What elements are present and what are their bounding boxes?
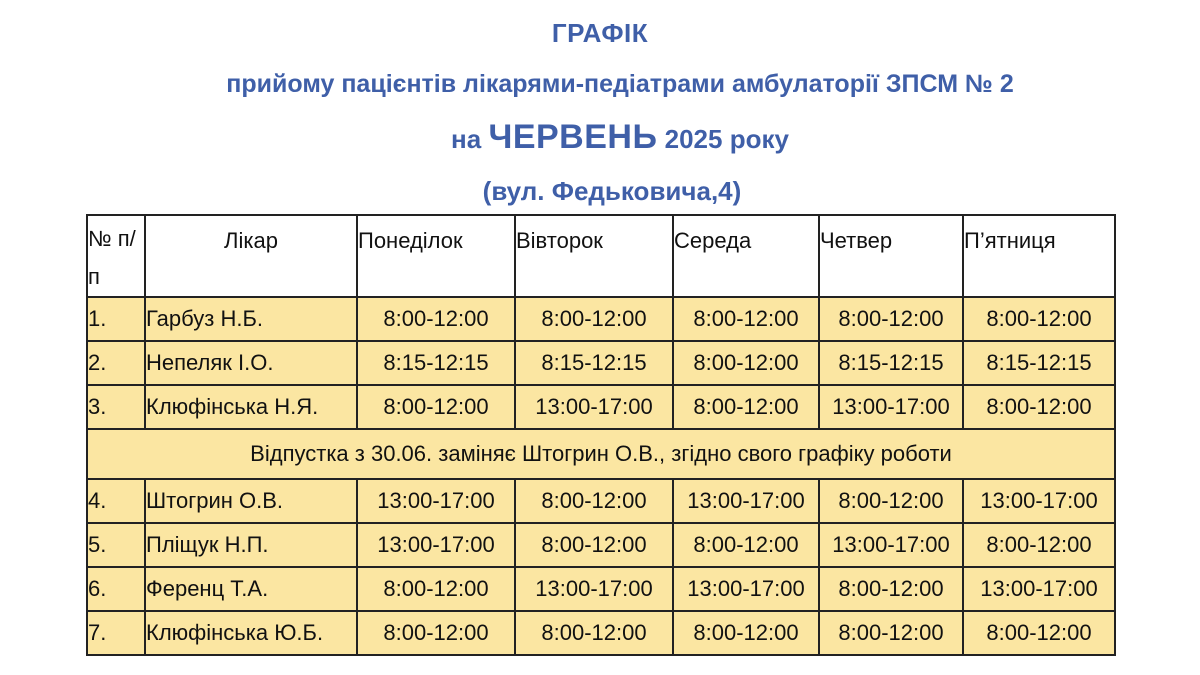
friday-hours: 13:00-17:00: [963, 479, 1115, 523]
doctor-name: Непеляк І.О.: [145, 341, 357, 385]
table-row: [87, 611, 1115, 655]
tuesday-hours: 13:00-17:00: [515, 385, 673, 429]
wednesday-hours: 8:00-12:00: [673, 523, 819, 567]
friday-hours: 8:00-12:00: [963, 523, 1115, 567]
monday-hours: 8:00-12:00: [357, 567, 515, 611]
doctor-name: Гарбуз Н.Б.: [145, 297, 357, 341]
header-friday: П’ятниця: [963, 215, 1115, 297]
monday-hours: 8:00-12:00: [357, 297, 515, 341]
thursday-hours: 8:00-12:00: [819, 297, 963, 341]
wednesday-hours: 13:00-17:00: [673, 479, 819, 523]
period-month: ЧЕРВЕНЬ: [488, 118, 658, 156]
header-num: № п/п: [87, 215, 145, 297]
thursday-hours: 8:15-12:15: [819, 341, 963, 385]
period-suffix: 2025 року: [657, 124, 789, 154]
table-row: [87, 523, 1115, 567]
thursday-hours: 13:00-17:00: [819, 523, 963, 567]
tuesday-hours: 8:00-12:00: [515, 523, 673, 567]
document-period: [0, 118, 1200, 157]
table-row: [87, 297, 1115, 341]
table-row: [87, 385, 1115, 429]
row-number: 6.: [87, 567, 145, 611]
wednesday-hours: 8:00-12:00: [673, 341, 819, 385]
thursday-hours: 8:00-12:00: [819, 611, 963, 655]
header-wednesday: Середа: [673, 215, 819, 297]
table-header-row: [87, 215, 1115, 297]
row-number: 7.: [87, 611, 145, 655]
doctor-name: Ференц Т.А.: [145, 567, 357, 611]
header-doctor: Лікар: [145, 215, 357, 297]
row-number: 4.: [87, 479, 145, 523]
period-prefix: на: [451, 124, 489, 154]
wednesday-hours: 13:00-17:00: [673, 567, 819, 611]
row-number: 1.: [87, 297, 145, 341]
tuesday-hours: 8:00-12:00: [515, 297, 673, 341]
row-number: 5.: [87, 523, 145, 567]
header-monday: Понеділок: [357, 215, 515, 297]
friday-hours: 8:00-12:00: [963, 385, 1115, 429]
document-address: (вул. Федьковича,4): [482, 176, 742, 206]
monday-hours: 8:00-12:00: [357, 611, 515, 655]
thursday-hours: 8:00-12:00: [819, 567, 963, 611]
table-row: [87, 479, 1115, 523]
schedule-table: [86, 214, 1116, 656]
table-row: [87, 567, 1115, 611]
tuesday-hours: 8:00-12:00: [515, 479, 673, 523]
header-tuesday: Вівторок: [515, 215, 673, 297]
friday-hours: 13:00-17:00: [963, 567, 1115, 611]
row-number: 2.: [87, 341, 145, 385]
wednesday-hours: 8:00-12:00: [673, 385, 819, 429]
tuesday-hours: 8:15-12:15: [515, 341, 673, 385]
table-row: [87, 341, 1115, 385]
doctor-name: Клюфінська Н.Я.: [145, 385, 357, 429]
monday-hours: 13:00-17:00: [357, 479, 515, 523]
document-subtitle: прийому пацієнтів лікарями-педіатрами амбулаторії ЗПСМ № 2: [226, 70, 1014, 98]
wednesday-hours: 8:00-12:00: [673, 611, 819, 655]
tuesday-hours: 13:00-17:00: [515, 567, 673, 611]
thursday-hours: 13:00-17:00: [819, 385, 963, 429]
friday-hours: 8:00-12:00: [963, 297, 1115, 341]
monday-hours: 8:00-12:00: [357, 385, 515, 429]
monday-hours: 13:00-17:00: [357, 523, 515, 567]
friday-hours: 8:00-12:00: [963, 611, 1115, 655]
friday-hours: 8:15-12:15: [963, 341, 1115, 385]
doctor-name: Клюфінська Ю.Б.: [145, 611, 357, 655]
row-number: 3.: [87, 385, 145, 429]
header-thursday: Четвер: [819, 215, 963, 297]
tuesday-hours: 8:00-12:00: [515, 611, 673, 655]
vacation-note: Відпустка з 30.06. заміняє Штогрин О.В., згідно свого графіку роботи: [87, 429, 1115, 479]
document-title: ГРАФІК: [551, 18, 649, 48]
vacation-note-row: [87, 429, 1115, 479]
doctor-name: Пліщук Н.П.: [145, 523, 357, 567]
doctor-name: Штогрин О.В.: [145, 479, 357, 523]
monday-hours: 8:15-12:15: [357, 341, 515, 385]
wednesday-hours: 8:00-12:00: [673, 297, 819, 341]
thursday-hours: 8:00-12:00: [819, 479, 963, 523]
